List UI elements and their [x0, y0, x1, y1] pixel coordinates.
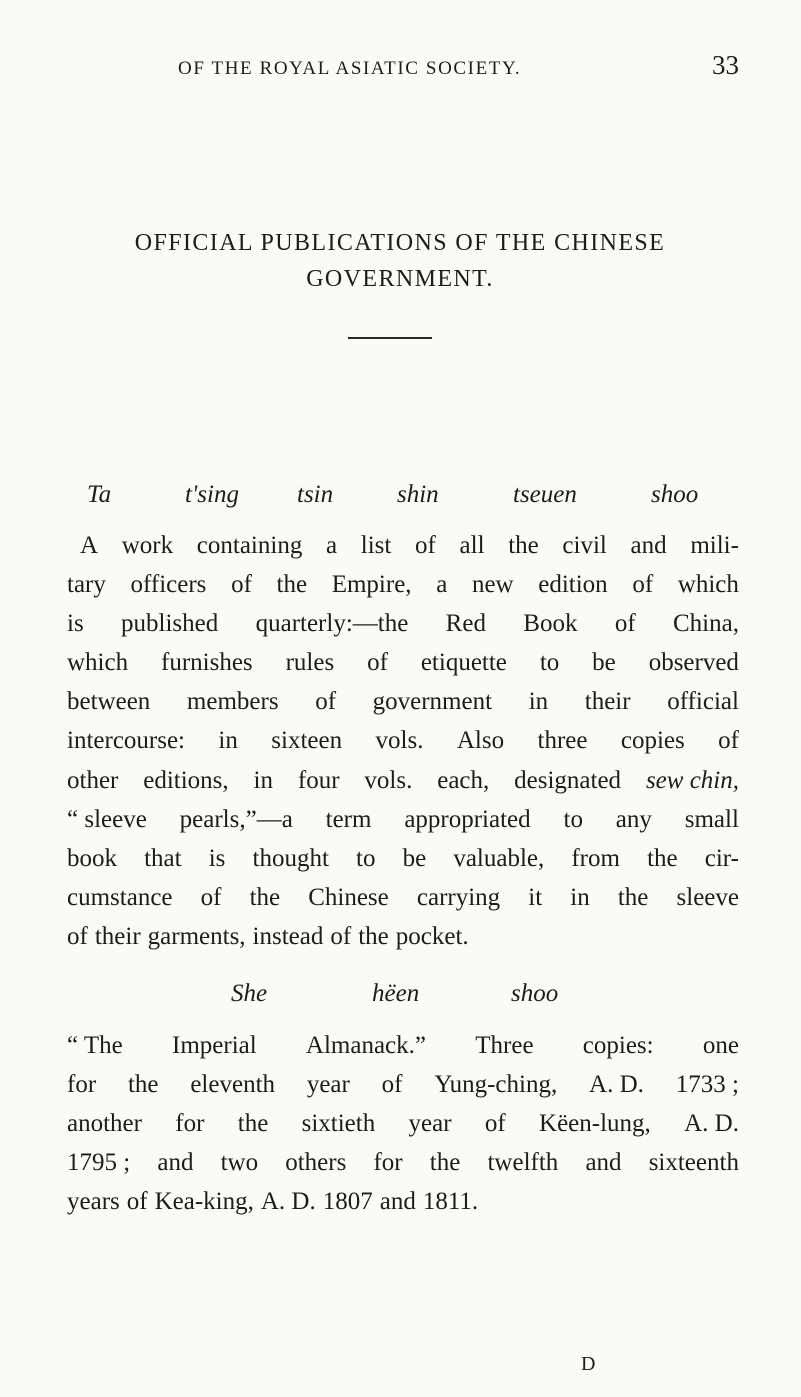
word: in — [218, 727, 238, 755]
word: in — [570, 883, 590, 911]
entry1-term: Ta — [87, 481, 112, 508]
word: another — [67, 1110, 142, 1138]
word: of — [614, 610, 636, 638]
word: twelfth — [487, 1149, 559, 1177]
text-line — [67, 565, 739, 604]
word: to — [539, 649, 560, 677]
word: Imperial — [172, 1032, 257, 1059]
word: for — [67, 1071, 97, 1099]
word: mili- — [690, 532, 739, 559]
word: copies: — [582, 1032, 654, 1059]
word: officers — [130, 571, 207, 599]
word: official — [667, 688, 739, 716]
word: vols. — [364, 766, 413, 794]
word: published — [121, 610, 219, 638]
word: observed — [648, 649, 739, 677]
word: Kea-king, — [154, 1188, 254, 1216]
section-divider — [348, 337, 432, 339]
word: four — [297, 766, 340, 794]
word: others — [285, 1149, 347, 1177]
word: of — [315, 688, 337, 716]
word: Empire, — [331, 571, 412, 599]
word: year — [408, 1110, 452, 1138]
word: two — [220, 1149, 259, 1177]
word: Red — [445, 610, 486, 638]
word: of — [67, 922, 88, 950]
word: each, — [437, 766, 490, 794]
word: tary — [67, 571, 106, 599]
entry2-term: shoo — [511, 980, 559, 1007]
word: “ sleeve — [67, 805, 147, 833]
word: Almanack.” — [305, 1032, 427, 1059]
word: members — [186, 688, 279, 716]
word: furnishes — [161, 649, 253, 677]
word: intercourse: — [67, 727, 186, 755]
word: book — [67, 844, 117, 872]
word: be — [402, 844, 427, 872]
word: copies — [620, 727, 685, 755]
text-line — [67, 761, 739, 800]
word: government — [372, 688, 493, 716]
word: pocket. — [395, 922, 469, 950]
section-title-line-2: GOVERNMENT. — [306, 266, 494, 292]
text-line — [67, 721, 739, 760]
word: Book — [523, 610, 578, 638]
word: and — [585, 1149, 622, 1177]
entry1-description — [67, 526, 739, 956]
word: sixtieth — [301, 1110, 376, 1138]
word: the — [237, 1110, 269, 1138]
signature-mark: D — [581, 1353, 596, 1375]
text-line — [67, 1065, 739, 1104]
text-line — [67, 1026, 739, 1065]
word: for — [373, 1149, 403, 1177]
word: 1807 — [322, 1188, 373, 1216]
word: quarterly:—the — [255, 610, 409, 638]
word: Yung-ching, — [434, 1071, 558, 1099]
word: the — [276, 571, 308, 599]
word: in — [528, 688, 549, 716]
word: of — [415, 532, 436, 559]
word: their — [94, 922, 141, 950]
word: other — [67, 766, 119, 794]
word: all — [459, 532, 485, 559]
word: 1733 ; — [675, 1071, 739, 1099]
word: “ The — [67, 1032, 123, 1059]
entry1-term: shin — [397, 481, 439, 508]
word: which — [67, 649, 129, 677]
page-number: 33 — [712, 50, 739, 80]
word: garments, — [147, 922, 246, 950]
word: of — [200, 883, 222, 911]
word: containing — [196, 532, 303, 559]
word: work — [121, 532, 174, 559]
text-line — [67, 604, 739, 643]
entry1-term: tsin — [297, 481, 334, 508]
word: of — [718, 727, 739, 755]
word: the — [617, 883, 649, 911]
text-line — [67, 682, 739, 721]
word: thought — [252, 844, 329, 872]
word: cumstance — [67, 883, 173, 911]
word: in — [253, 766, 273, 794]
entry1-term: tseuen — [513, 481, 577, 508]
word: a — [436, 571, 448, 599]
word: small — [684, 805, 739, 833]
text-line — [67, 1143, 739, 1182]
word: A. D. — [260, 1188, 316, 1216]
word: Chinese — [308, 883, 389, 911]
word: carrying — [416, 883, 501, 911]
text-line — [67, 1104, 739, 1143]
word: China, — [673, 610, 739, 638]
word: the — [249, 883, 281, 911]
text-line — [67, 526, 739, 565]
running-head: OF THE ROYAL ASIATIC SOCIETY. — [178, 58, 522, 79]
word: eleventh — [190, 1071, 276, 1099]
text-line — [67, 643, 739, 682]
word: A — [80, 532, 99, 559]
word: sleeve — [676, 883, 739, 911]
word: sew chin, — [645, 766, 739, 794]
word: 1811. — [422, 1188, 479, 1216]
word: is — [208, 844, 226, 872]
word: to — [563, 805, 583, 833]
word: and — [157, 1149, 194, 1177]
word: vols. — [375, 727, 424, 755]
word: be — [592, 649, 616, 677]
word: the — [127, 1071, 159, 1099]
word: sixteenth — [648, 1149, 739, 1177]
word: of — [126, 1188, 148, 1216]
word: appropriated — [404, 805, 531, 833]
word: for — [175, 1110, 205, 1138]
word: Three — [475, 1032, 534, 1059]
word: the — [508, 532, 539, 559]
word: A. D. — [684, 1110, 739, 1138]
word: rules — [285, 649, 335, 677]
word: civil — [562, 532, 607, 559]
word: is — [67, 610, 84, 638]
entry2-description — [67, 1026, 739, 1221]
word: new — [471, 571, 514, 599]
text-line — [67, 1182, 739, 1221]
word: edition — [538, 571, 608, 599]
word: list — [360, 532, 392, 559]
word: sixteen — [271, 727, 343, 755]
word: a — [326, 532, 338, 559]
word: one — [702, 1032, 739, 1059]
word: Also — [456, 727, 505, 755]
text-line — [67, 800, 739, 839]
word: designated — [514, 766, 622, 794]
word: editions, — [143, 766, 229, 794]
text-line — [67, 917, 739, 956]
word: of — [367, 649, 388, 677]
word: and — [630, 532, 667, 559]
word: which — [677, 571, 739, 599]
word: pearls,”—a — [179, 805, 293, 833]
word: etiquette — [420, 649, 507, 677]
word: cir- — [704, 844, 739, 872]
word: of — [484, 1110, 506, 1138]
word: to — [356, 844, 376, 872]
word: the — [358, 922, 389, 950]
word: it — [528, 883, 543, 911]
word: that — [144, 844, 182, 872]
word: year — [306, 1071, 350, 1099]
word: of — [632, 571, 654, 599]
section-title-line-1: OFFICIAL PUBLICATIONS OF THE CHINESE — [134, 230, 666, 256]
word: from — [571, 844, 620, 872]
word: between — [67, 688, 151, 716]
text-line — [67, 878, 739, 917]
word: valuable, — [453, 844, 545, 872]
word: instead — [252, 922, 324, 950]
word: of — [330, 922, 352, 950]
entry2-term: She — [231, 980, 268, 1007]
word: 1795 ; — [67, 1149, 131, 1177]
word: Këen-lung, — [539, 1110, 651, 1138]
word: A. D. — [589, 1071, 644, 1099]
word: three — [537, 727, 588, 755]
word: any — [615, 805, 652, 833]
word: of — [231, 571, 252, 599]
word: years — [67, 1188, 120, 1216]
word: of — [381, 1071, 403, 1099]
word: term — [325, 805, 372, 833]
word: the — [429, 1149, 461, 1177]
word: and — [379, 1188, 416, 1216]
entry1-term: shoo — [651, 481, 699, 508]
text-line — [67, 839, 739, 878]
entry1-term: t'sing — [185, 481, 239, 508]
word: the — [647, 844, 678, 872]
word: their — [584, 688, 631, 716]
entry2-term: hëen — [372, 980, 420, 1007]
